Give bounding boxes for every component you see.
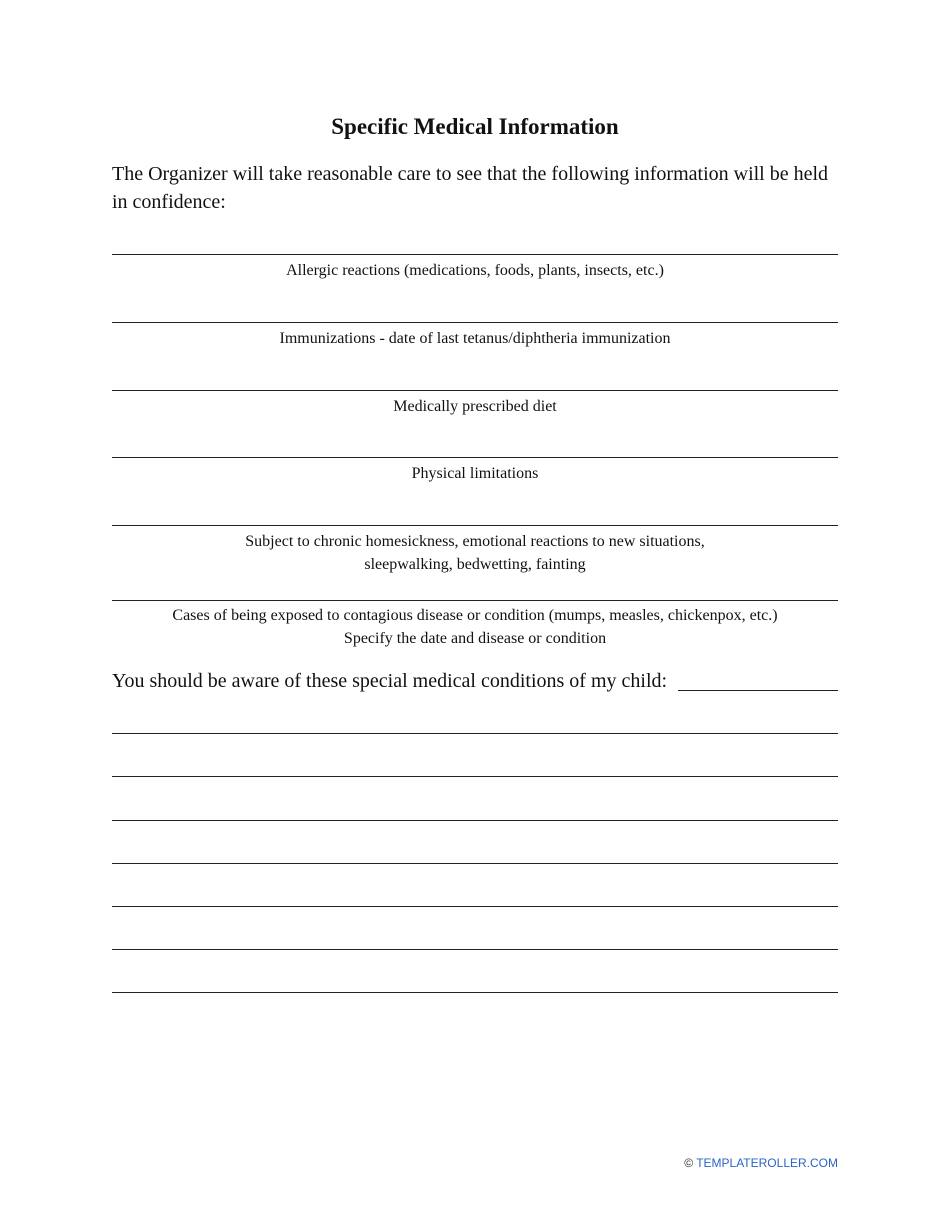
special-conditions-line-5[interactable] (112, 906, 838, 907)
special-conditions-line-2[interactable] (112, 776, 838, 777)
special-conditions-line-1[interactable] (112, 733, 838, 734)
prescribed-diet-caption: Medically prescribed diet (393, 398, 557, 415)
immunizations-caption: Immunizations - date of last tetanus/diphtheria immunization (279, 330, 671, 347)
special-conditions-line-3[interactable] (112, 820, 838, 821)
special-conditions-line-6[interactable] (112, 949, 838, 950)
allergic-reactions-line[interactable] (112, 254, 838, 255)
intro-paragraph: The Organizer will take reasonable care to see that the following information will be held in confidence: (112, 163, 829, 213)
emotional-reactions-line[interactable] (112, 525, 838, 526)
physical-limitations-line[interactable] (112, 457, 838, 458)
special-conditions-line-4[interactable] (112, 863, 838, 864)
physical-limitations-caption: Physical limitations (411, 465, 539, 482)
copyright-symbol: © (684, 1156, 694, 1170)
allergic-reactions-caption: Allergic reactions (medications, foods, plants, insects, etc.) (286, 262, 664, 279)
contagious-disease-line[interactable] (112, 600, 838, 601)
page-title: Specific Medical Information (331, 114, 619, 139)
prescribed-diet-line[interactable] (112, 390, 838, 391)
contagious-disease-caption-line-2: Specify the date and disease or condition (343, 630, 607, 647)
emotional-reactions-caption-line-1: Subject to chronic homesickness, emotional reactions to new situations, (245, 533, 705, 550)
special-conditions-line-7[interactable] (112, 992, 838, 993)
special-conditions-prompt: You should be aware of these special medical conditions of my child: (112, 670, 668, 692)
immunizations-line[interactable] (112, 322, 838, 323)
contagious-disease-caption-line-1: Cases of being exposed to contagious disease or condition (mumps, measles, chickenpox, etc.) (172, 607, 778, 624)
templateroller-link[interactable]: TEMPLATEROLLER.COM (696, 1156, 838, 1170)
special-conditions-input-line[interactable] (678, 690, 838, 691)
emotional-reactions-caption-line-2: sleepwalking, bedwetting, fainting (364, 556, 586, 573)
footer-credit (684, 1155, 838, 1171)
